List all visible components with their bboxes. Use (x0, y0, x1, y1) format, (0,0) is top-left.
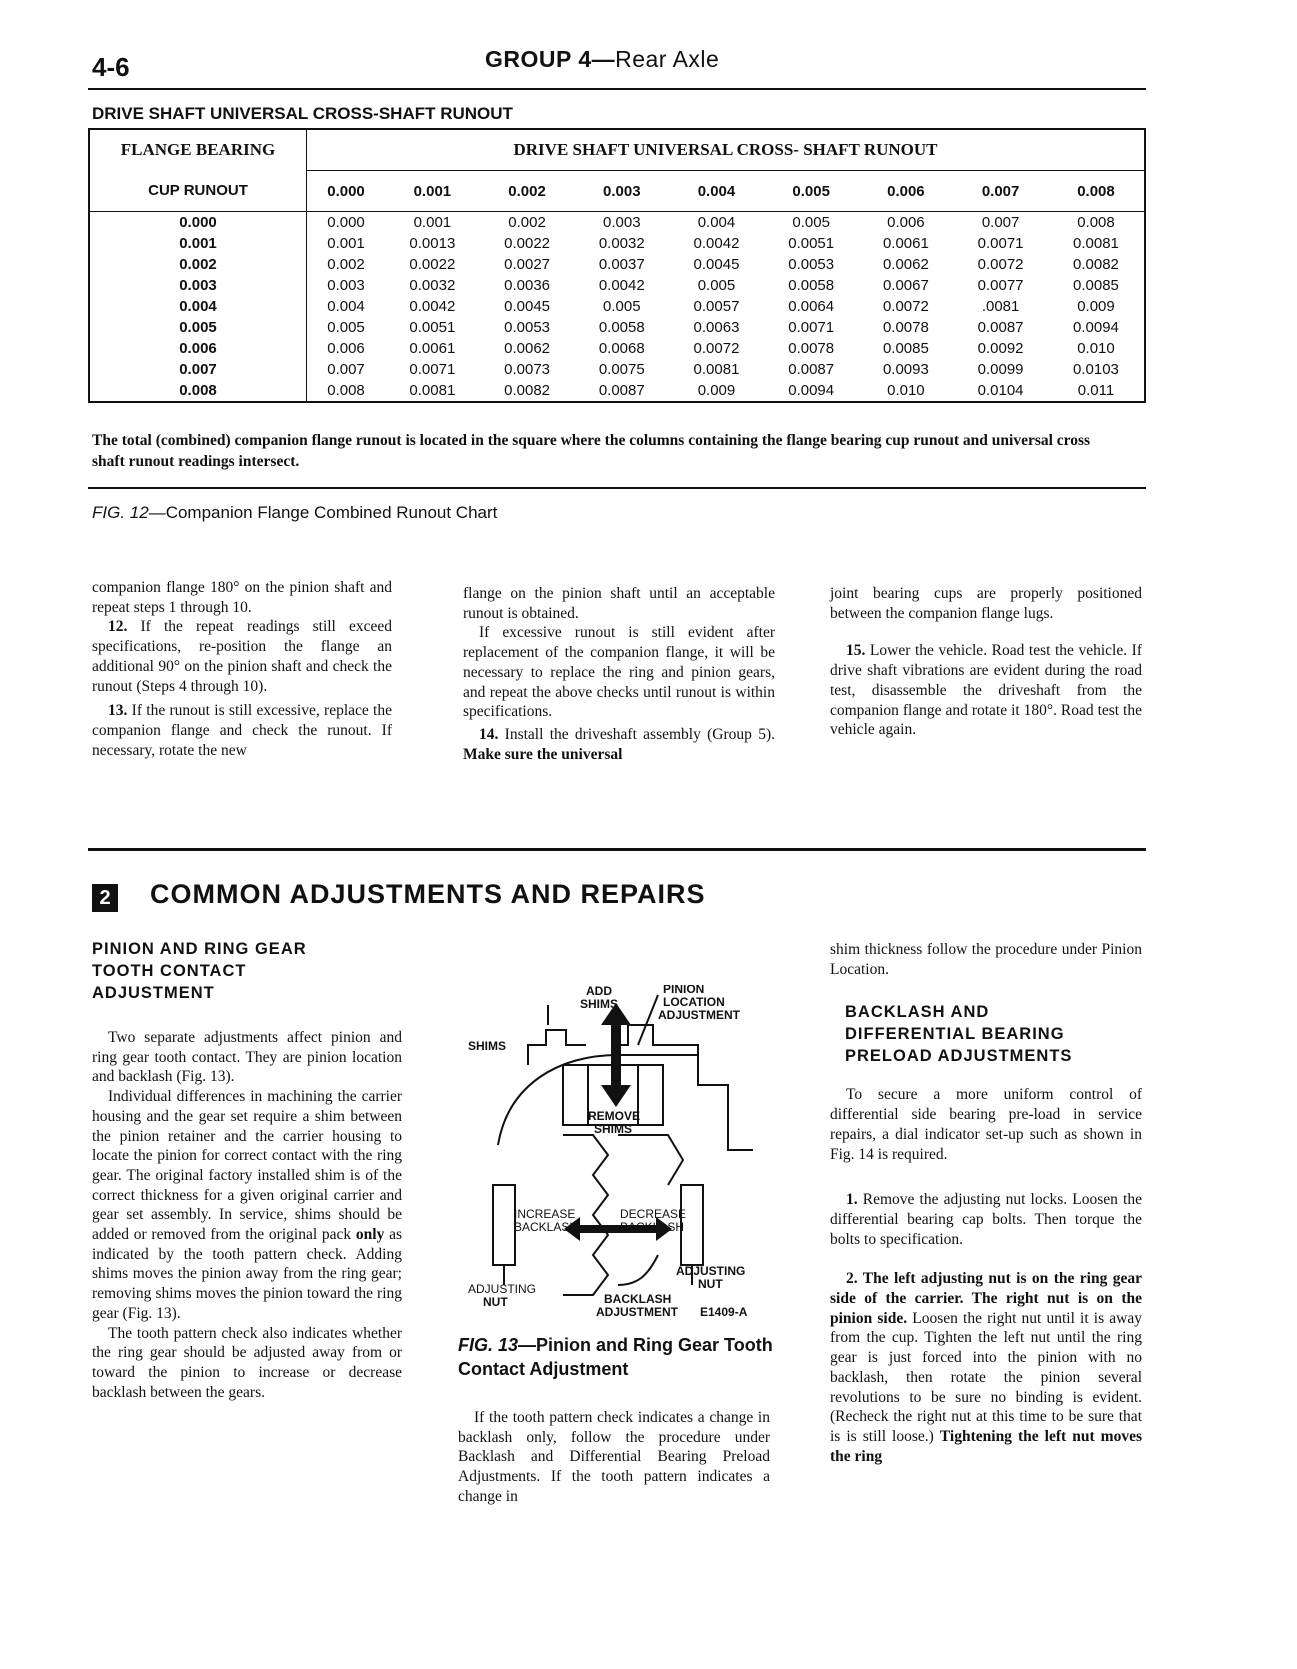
page-title-topic: Rear Axle (615, 46, 720, 72)
paragraph-step-12 (92, 617, 392, 696)
step-text: Install the driveshaft assembly (Group 5). (498, 725, 775, 743)
combined-runout-cell: 0.007 (981, 214, 1020, 231)
combined-runout-cell: 0.0082 (1073, 256, 1119, 273)
table-row (89, 317, 1145, 338)
shim-arrow-down (601, 1085, 631, 1107)
step-text-bold: The left adjusting nut is on the ring gear side of the carrier. The right nut is on the pinion side. (830, 1270, 1142, 1327)
label-add: ADD (586, 985, 612, 998)
section-rule (88, 848, 1146, 851)
label-nut-right: NUT (698, 1277, 723, 1291)
table-row (89, 359, 1145, 380)
combined-runout-cell: 0.0051 (409, 319, 456, 336)
combined-runout-cell: 0.0064 (788, 298, 835, 315)
combined-runout-cell: 0.0081 (693, 361, 740, 378)
table-body (89, 212, 1145, 403)
step-number: 13. (108, 702, 128, 720)
heading-line: TOOTH CONTACT (92, 962, 247, 980)
combined-runout-cell: 0.0075 (598, 361, 645, 378)
left-header-bottom: CUP RUNOUT (89, 171, 307, 212)
combined-runout-cell: 0.0036 (504, 277, 551, 294)
combined-runout-cell: 0.0061 (882, 235, 929, 252)
label-location: LOCATION (663, 995, 725, 1009)
cup-runout-cell: 0.001 (89, 233, 307, 254)
combined-runout-cell: 0.002 (327, 256, 365, 273)
combined-runout-cell: 0.0087 (977, 319, 1024, 336)
label-backlash-adjustment: ADJUSTMENT (596, 1305, 679, 1319)
combined-runout-cell: 0.0022 (504, 235, 551, 252)
mid-rule (88, 487, 1146, 489)
combined-runout-cell: 0.0077 (977, 277, 1024, 294)
column-header-row (89, 171, 1145, 212)
figure-12-caption (92, 503, 497, 523)
pinion-ring-gear-diagram (468, 985, 798, 1330)
heading-line: ADJUSTMENT (92, 984, 215, 1002)
combined-runout-cell: 0.000 (327, 214, 365, 231)
subsection-heading (92, 938, 402, 1004)
column-header: 0.006 (859, 171, 954, 212)
figure-13-text: —Pinion and Ring Gear Tooth (518, 1335, 773, 1355)
page-number: 4-6 (92, 52, 130, 82)
combined-runout-cell: 0.0062 (882, 256, 929, 273)
combined-runout-cell: 0.0087 (788, 361, 835, 378)
combined-runout-cell: 0.0037 (598, 256, 645, 273)
paragraph: If excessive runout is still evident after replacement of the companion flange, it will be necessary to replace the ring and pinion gears, and repeat the above checks until runout is within specifications. (463, 624, 775, 721)
paragraph: shim thickness follow the procedure under Pinion Location. (830, 941, 1142, 978)
step-number: 12. (108, 618, 128, 636)
combined-runout-cell: 0.001 (413, 214, 452, 231)
combined-runout-cell: 0.010 (1077, 340, 1115, 357)
combined-runout-cell: 0.0053 (504, 319, 551, 336)
combined-runout-cell: 0.002 (508, 214, 546, 231)
figure-code: E1409-A (700, 1305, 748, 1319)
heading-line: BACKLASH AND (845, 1003, 990, 1022)
combined-runout-cell: 0.0045 (504, 298, 551, 315)
label-remove-shims: SHIMS (594, 1122, 633, 1136)
combined-runout-cell: 0.0082 (504, 382, 551, 399)
paragraph-step-15 (830, 641, 1142, 740)
combined-runout-cell: 0.0085 (1073, 277, 1119, 294)
cup-runout-cell: 0.002 (89, 254, 307, 275)
paragraph-bold: only (355, 1226, 385, 1244)
runout-table (88, 128, 1146, 403)
combined-runout-cell: 0.009 (1077, 298, 1115, 315)
paragraph: joint bearing cups are properly positioned between the companion flange lugs. (830, 585, 1142, 622)
combined-runout-cell: 0.0058 (788, 277, 835, 294)
header-rule (88, 88, 1146, 90)
paragraph (92, 1087, 402, 1323)
combined-runout-cell: 0.0042 (598, 277, 645, 294)
step-text: If the runout is still excessive, replace the companion flange and check the runout. If necessary, rotate the new (92, 702, 392, 759)
label-shims: SHIMS (468, 1039, 507, 1053)
cup-runout-cell: 0.005 (89, 317, 307, 338)
table-note: The total (combined) companion flange runout is located in the square where the columns containing the flange bearing cup runout and universal cross shaft runout readings intersect. (92, 432, 1091, 470)
combined-runout-cell: 0.0104 (977, 382, 1024, 399)
label-nut-left: NUT (483, 1295, 508, 1309)
step-text: If the repeat readings still exceed specifications, re-position the flange an additional 90° on the pinion shaft and check the runout (Steps 4 through 10). (92, 618, 392, 695)
right-column (830, 940, 1142, 1466)
cup-runout-cell: 0.007 (89, 359, 307, 380)
table-row (89, 233, 1145, 254)
column-header: 0.005 (764, 171, 859, 212)
figure-12-label: FIG. 12 (92, 503, 149, 522)
top-column-1 (92, 578, 392, 760)
subsection-heading (845, 1001, 1142, 1067)
table-row (89, 254, 1145, 275)
combined-runout-cell: 0.004 (697, 214, 736, 231)
label-remove: REMOVE (588, 1109, 641, 1123)
paragraph-text: Individual differences in machining the carrier housing and the gear set require a shim between the pinion retainer and the carrier housing to locate the pinion for correct contact with the ring gear. The original factory installed shim is of the correct thickness for a given original carrier and gear set assembly. In service, shims should be added or removed from the original pack (92, 1088, 402, 1244)
shim-arrow-shaft (611, 1020, 621, 1090)
table-row (89, 296, 1145, 317)
combined-runout-cell: 0.0094 (1073, 319, 1119, 336)
combined-runout-cell: 0.007 (327, 361, 365, 378)
cup-runout-cell: 0.008 (89, 380, 307, 402)
step-number: 2. (846, 1270, 858, 1288)
table-row (89, 380, 1145, 402)
combined-runout-cell: .0081 (981, 298, 1020, 315)
figure-12-text: —Companion Flange Combined Runout Chart (148, 503, 498, 522)
column-header: 0.000 (307, 171, 386, 212)
combined-runout-cell: 0.0057 (693, 298, 740, 315)
pinion-retainer-right (618, 1025, 698, 1055)
top-column-2 (463, 584, 775, 764)
combined-runout-cell: 0.0058 (598, 319, 645, 336)
step-text: Remove the adjusting nut locks. Loosen the differential bearing cap bolts. Then torque the bolts to specification. (830, 1191, 1142, 1248)
middle-column (458, 1408, 770, 1507)
left-header-top: FLANGE BEARING (89, 129, 307, 171)
combined-runout-cell: 0.010 (887, 382, 925, 399)
combined-runout-cell: 0.0032 (598, 235, 645, 252)
combined-runout-cell: 0.004 (327, 298, 365, 315)
combined-runout-cell: 0.009 (697, 382, 736, 399)
label-decrease-backlash: BACKLASH (620, 1220, 685, 1234)
step-text: Loosen the right nut until it is away from the cup. Tighten the left nut until the ring gear is just forced into the pinion with no backlash, then rotate the pinion several revolutions to be sure no binding is evident. (Recheck the right nut at this time to be sure that is is still loose.) (830, 1309, 1142, 1445)
label-backlash: BACKLASH (604, 1292, 672, 1306)
combined-runout-cell: 0.0072 (882, 298, 929, 315)
label-adjusting-right: ADJUSTING (676, 1264, 746, 1278)
combined-runout-cell: 0.0071 (409, 361, 456, 378)
label-adjustment: ADJUSTMENT (658, 1008, 741, 1022)
column-header: 0.007 (953, 171, 1048, 212)
left-bearing (493, 1185, 515, 1265)
combined-runout-cell: 0.006 (327, 340, 365, 357)
combined-runout-cell: 0.0061 (409, 340, 456, 357)
combined-runout-cell: 0.0092 (977, 340, 1024, 357)
step-text-bold: Make sure the universal (463, 745, 623, 763)
step-number: 15. (846, 642, 866, 660)
step-text: Lower the vehicle. Road test the vehicle. If drive shaft vibrations are evident during the road test, disassemble the driveshaft from the companion flange and rotate it 180°. Road test the vehicle again. (830, 642, 1142, 739)
combined-runout-cell: 0.005 (327, 319, 365, 336)
combined-runout-cell: 0.0062 (504, 340, 551, 357)
column-header: 0.002 (480, 171, 575, 212)
paragraph-text: as indicated by the tooth pattern check. Adding shims moves the pinion away from the ring gear; removing shims moves the pinion toward the ring gear (Fig. 13). (92, 1226, 402, 1322)
figure-13-label: FIG. 13 (458, 1335, 519, 1355)
paragraph: To secure a more uniform control of differential side bearing pre-load in service repairs, a dial indicator set-up such as shown in Fig. 14 is required. (830, 1086, 1142, 1163)
figure-13-caption-line (458, 1333, 773, 1357)
label-increase: INCREASE (514, 1207, 576, 1221)
combined-runout-cell: 0.0071 (788, 319, 835, 336)
combined-runout-cell: 0.0022 (409, 256, 456, 273)
cup-runout-cell: 0.006 (89, 338, 307, 359)
combined-runout-cell: 0.0085 (882, 340, 929, 357)
combined-runout-cell: 0.005 (792, 214, 830, 231)
table-caption: DRIVE SHAFT UNIVERSAL CROSS-SHAFT RUNOUT (92, 104, 513, 123)
label-add-shims: SHIMS (580, 997, 619, 1011)
combined-runout-cell: 0.0072 (977, 256, 1024, 273)
combined-runout-cell: 0.005 (697, 277, 736, 294)
combined-runout-cell: 0.003 (603, 214, 641, 231)
paragraph: flange on the pinion shaft until an acceptable runout is obtained. (463, 585, 775, 622)
heading-line: PINION AND RING GEAR (92, 940, 307, 958)
heading-line: DIFFERENTIAL BEARING (845, 1025, 1065, 1044)
step-number: 14. (479, 725, 499, 743)
combined-runout-cell: 0.0032 (409, 277, 456, 294)
paragraph-step-14 (463, 725, 775, 764)
top-column-3 (830, 584, 1142, 740)
paragraph-step-13 (92, 701, 392, 760)
paragraph: The tooth pattern check also indicates whether the ring gear should be adjusted away from or toward the pinion to increase or decrease backlash between the gears. (92, 1324, 402, 1401)
paragraph: Two separate adjustments affect pinion and ring gear tooth contact. They are pinion location and backlash (Fig. 13). (92, 1029, 402, 1086)
pinion-gear-teeth (618, 1135, 683, 1185)
combined-runout-cell: 0.003 (327, 277, 365, 294)
cup-runout-cell: 0.004 (89, 296, 307, 317)
figure-13-caption-line: Contact Adjustment (458, 1359, 629, 1379)
combined-runout-cell: 0.0027 (504, 256, 551, 273)
combined-runout-cell: 0.011 (1077, 382, 1115, 399)
combined-runout-cell: 0.0078 (882, 319, 929, 336)
table-row (89, 212, 1145, 234)
column-header: 0.004 (669, 171, 764, 212)
paragraph: If the tooth pattern check indicates a change in backlash only, follow the procedure under Backlash and Differential Bearing Preload Adjustments. If the tooth pattern indicates a change in (458, 1409, 770, 1505)
right-header: DRIVE SHAFT UNIVERSAL CROSS- SHAFT RUNOUT (513, 140, 938, 159)
combined-runout-cell: 0.0045 (693, 256, 740, 273)
column-header: 0.003 (574, 171, 669, 212)
combined-runout-cell: 0.0053 (788, 256, 835, 273)
combined-runout-cell: 0.0042 (693, 235, 740, 252)
label-pinion: PINION (663, 985, 705, 996)
combined-runout-cell: 0.008 (1077, 214, 1115, 231)
combined-runout-cell: 0.001 (327, 235, 365, 252)
paragraph-step-1 (830, 1190, 1142, 1249)
combined-runout-cell: 0.006 (887, 214, 925, 231)
combined-runout-cell: 0.005 (603, 298, 641, 315)
table-header-row (89, 129, 1145, 171)
section-title: COMMON ADJUSTMENTS AND REPAIRS (150, 879, 706, 909)
label-decrease: DECREASE (620, 1207, 687, 1221)
left-column (92, 938, 402, 1402)
combined-runout-cell: 0.0068 (598, 340, 645, 357)
step-text-bold: Tightening the left nut moves the ring (830, 1427, 1142, 1465)
cup-runout-cell: 0.003 (89, 275, 307, 296)
page-title (485, 46, 719, 73)
combined-runout-cell: 0.0013 (409, 235, 456, 252)
combined-runout-cell: 0.0051 (788, 235, 835, 252)
table-row (89, 338, 1145, 359)
combined-runout-cell: 0.0087 (598, 382, 645, 399)
label-increase-backlash: BACKLASH (514, 1220, 579, 1234)
combined-runout-cell: 0.0099 (977, 361, 1024, 378)
column-header: 0.008 (1048, 171, 1145, 212)
label-adjusting-left: ADJUSTING (468, 1282, 537, 1296)
paragraph-step-2 (830, 1269, 1142, 1466)
combined-runout-cell: 0.0063 (693, 319, 740, 336)
combined-runout-cell: 0.008 (327, 382, 365, 399)
combined-runout-cell: 0.0078 (788, 340, 835, 357)
section-number-badge: 2 (92, 884, 118, 912)
combined-runout-cell: 0.0073 (504, 361, 551, 378)
combined-runout-cell: 0.0093 (882, 361, 929, 378)
cup-runout-cell: 0.000 (89, 212, 307, 234)
heading-line: PRELOAD ADJUSTMENTS (845, 1047, 1073, 1066)
table-row (89, 275, 1145, 296)
combined-runout-cell: 0.0081 (1073, 235, 1119, 252)
combined-runout-cell: 0.0094 (788, 382, 835, 399)
paragraph: companion flange 180° on the pinion shaft and repeat steps 1 through 10. (92, 579, 392, 616)
page-title-group: GROUP 4— (485, 46, 616, 72)
combined-runout-cell: 0.0042 (409, 298, 456, 315)
column-header: 0.001 (385, 171, 480, 212)
right-bearing (681, 1185, 703, 1265)
figure-13-caption (458, 1333, 773, 1381)
step-number: 1. (846, 1191, 858, 1209)
combined-runout-cell: 0.0071 (977, 235, 1024, 252)
combined-runout-cell: 0.0067 (882, 277, 929, 294)
combined-runout-cell: 0.0081 (409, 382, 456, 399)
combined-runout-cell: 0.0072 (693, 340, 740, 357)
combined-runout-cell: 0.0103 (1073, 361, 1119, 378)
